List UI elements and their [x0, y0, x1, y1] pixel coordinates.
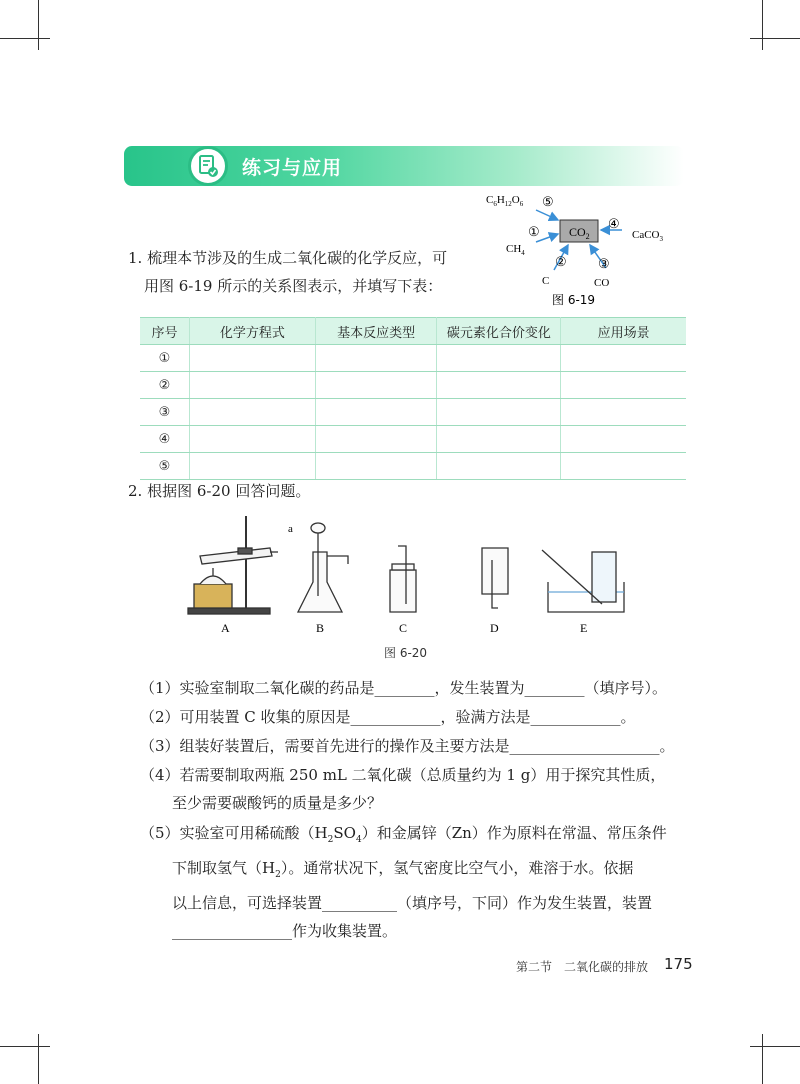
sub-question-5-line2: 下制取氢气$(H_2)$。通常状况下，氢气密度比空气小，难溶于水。依据: [172, 859, 634, 880]
header-equation: 化学方程式: [189, 318, 315, 345]
table-row: [140, 345, 686, 372]
apparatus-figure-6-20: [180, 512, 640, 642]
crop-mark: [38, 0, 39, 50]
table-row: [140, 372, 686, 399]
row-index: ④: [140, 426, 189, 453]
running-footer: 第二节 二氧化碳的排放: [516, 960, 649, 974]
header-application: 应用场景: [561, 318, 686, 345]
label-1: ①: [528, 225, 540, 240]
sub-question-5-line4: ________________作为收集装置。: [172, 922, 398, 940]
figure-6-20-caption: 图 6-20: [384, 646, 428, 660]
sub-question-5: [140, 819, 667, 945]
crop-mark: [762, 1034, 763, 1084]
label-2: ②: [555, 255, 567, 270]
carbon-label: C: [542, 275, 550, 287]
page-number: 175: [664, 955, 693, 973]
crop-mark: [750, 1046, 800, 1047]
label-4: ④: [608, 217, 620, 232]
table-row: [140, 453, 686, 480]
sub-question-5-line1: （5）实验室可用稀硫酸$(H_2SO_4)$和金属锌（Zn）作为原料在常温、常压条件: [140, 824, 667, 845]
sub-question-5-line3: 以上信息，可选择装置__________（填序号，下同）作为发生装置，装置: [172, 894, 653, 912]
co2-label: $CO_2$: [569, 225, 590, 241]
section-title: 练习与应用: [242, 157, 343, 179]
question-1-line2: 用图 6-19 所示的关系图表示，并填写下表：: [144, 277, 443, 295]
question-1-line1: 1. 梳理本节涉及的生成二氧化碳的化学反应，可: [128, 249, 448, 267]
figure-6-19-caption: 图 6-19: [552, 293, 596, 307]
apparatus-a: [188, 516, 278, 614]
label-a: a: [288, 523, 293, 535]
label-5: ⑤: [542, 195, 554, 210]
table-row: [140, 399, 686, 426]
label-D: D: [490, 621, 499, 635]
table-row: [140, 426, 686, 453]
crop-mark: [762, 0, 763, 50]
question-2-title: 2. 根据图 6-20 回答问题。: [128, 482, 311, 500]
glucose-formula: $C_6H_{12}O_6$: [486, 194, 524, 208]
sub-question-1: （1）实验室制取二氧化碳的药品是________，发生装置为________（填序号）。: [140, 679, 668, 697]
document-check-icon: [188, 146, 228, 186]
label-3: ③: [598, 257, 610, 272]
row-index: ②: [140, 372, 189, 399]
apparatus-b: [298, 523, 348, 612]
reaction-table: [140, 317, 686, 480]
label-E: E: [580, 621, 588, 635]
label-B: B: [316, 621, 325, 635]
apparatus-e: [542, 550, 624, 612]
label-C: C: [399, 621, 408, 635]
sub-question-2: （2）可用装置 C 收集的原因是____________，验满方法是____________。: [140, 708, 636, 726]
row-index: ①: [140, 345, 189, 372]
sub-question-4: [140, 761, 665, 817]
sub-question-3: （3）组装好装置后，需要首先进行的操作及主要方法是____________________。: [140, 737, 675, 755]
question-1: [128, 244, 488, 300]
sub-question-4-line1: （4）若需要制取两瓶 250 mL 二氧化碳（总质量约为 1 g）用于探究其性质，: [140, 766, 666, 784]
row-index: ⑤: [140, 453, 189, 480]
crop-mark: [750, 38, 800, 39]
crop-mark: [0, 1046, 50, 1047]
sub-question-4-line2: 至少需要碳酸钙的质量是多少？: [172, 794, 383, 812]
apparatus-c: [390, 546, 416, 612]
ch4-formula: $CH_4$: [506, 243, 525, 257]
apparatus-d: [482, 548, 508, 608]
relation-diagram-6-19: [476, 188, 686, 318]
header-reaction-type: 基本反应类型: [315, 318, 437, 345]
label-A: A: [221, 621, 230, 635]
header-index: 序号: [140, 318, 189, 345]
crop-mark: [38, 1034, 39, 1084]
caco3-formula: CaCO$_3$: [632, 229, 663, 243]
crop-mark: [0, 38, 50, 39]
header-valence-change: 碳元素化合价变化: [437, 318, 561, 345]
co-label: CO: [594, 277, 610, 289]
row-index: ③: [140, 399, 189, 426]
